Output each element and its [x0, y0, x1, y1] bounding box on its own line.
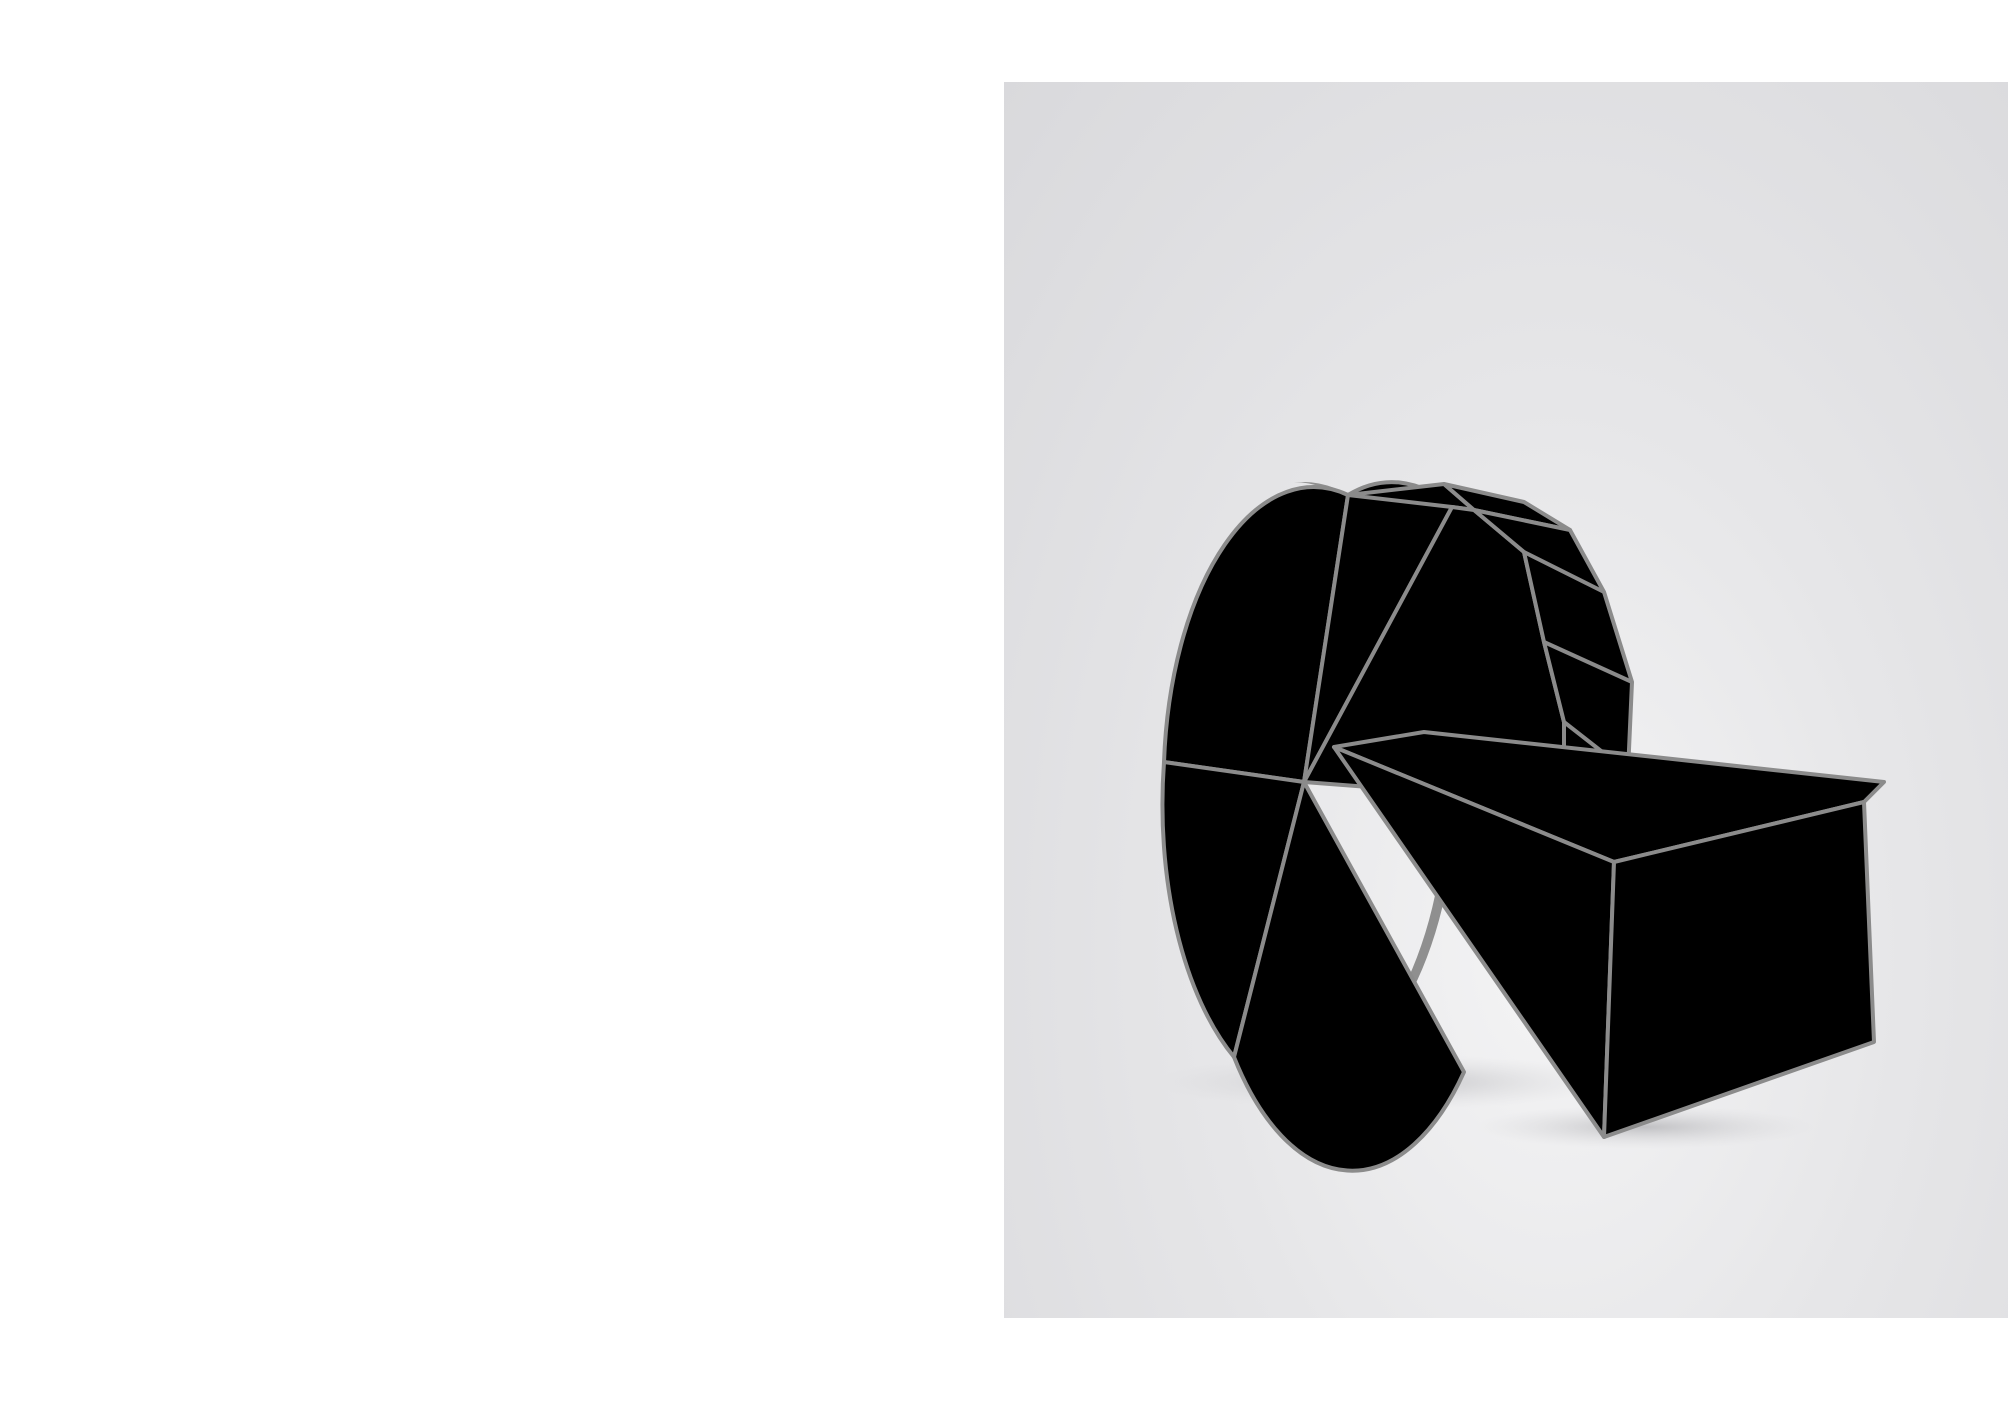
artwork-sculpture — [1004, 82, 2008, 1318]
article-body — [42, 24, 902, 51]
artwork-photo — [1004, 82, 2008, 1318]
right-page — [1004, 0, 2008, 1417]
